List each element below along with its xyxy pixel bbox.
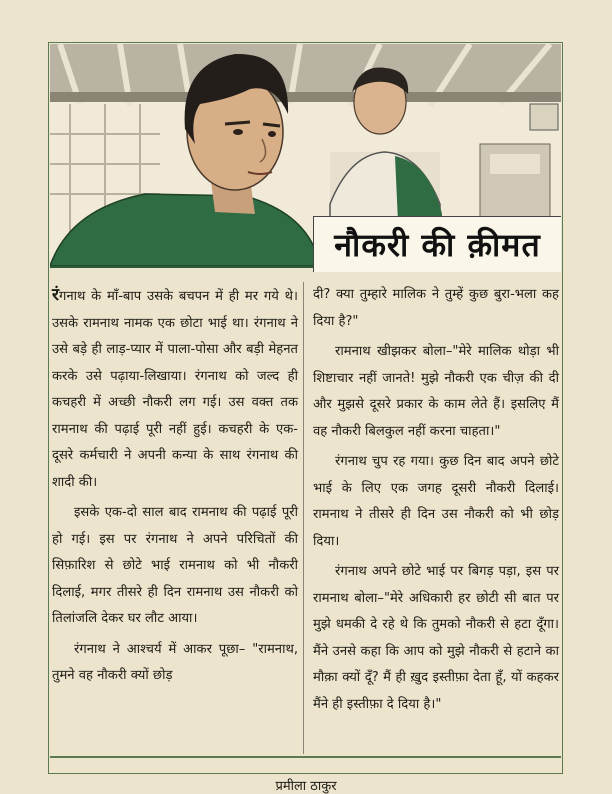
story-title-box — [313, 216, 561, 272]
paragraph: रामनाथ खीझकर बोला–"मेरे मालिक थोड़ा भी शिष्टाचार नहीं जानते! मुझे नौकरी एक चीज़ की दी और मुझसे दूसरे प्रकार के काम लेते हैं। इसलिए मैं वह नौकरी बिलकुल नहीं करना चाहता।" — [313, 344, 559, 439]
author-name: प्रमीला ठाकुर — [275, 779, 337, 794]
paragraph: रंगनाथ अपने छोटे भाई पर बिगड़ पड़ा, इस पर रामनाथ बोला–"मेरे अधिकारी हर छोटी सी बात पर मुझे धमकी दे रहे थे कि तुमको नौकरी से हटा दूँगा। मैंने उनसे कहा कि आप को मुझे नौकरी से हटाने का मौक़ा क्यों दूँ? मैं ही ख़ुद इस्तीफ़ा देता हूँ, यों कहकर मैंने ही इस्तीफ़ा दे दिया है।" — [313, 564, 559, 712]
paragraph: रंगनाथ चुप रह गया। कुछ दिन बाद अपने छोटे भाई के लिए एक जगह दूसरी नौकरी दिलाई। रामनाथ ने तीसरे ही दिन उस नौकरी को भी छोड़ दिया। — [313, 454, 559, 549]
text-column-left — [52, 282, 298, 694]
text-column-right — [313, 282, 559, 722]
paragraph: इसके एक-दो साल बाद रामनाथ की पढ़ाई पूरी हो गई। इस पर रंगनाथ ने अपने परिचितों की सिफ़ारिश से छोटे भाई रामनाथ को भी नौकरी दिलाई, मगर तीसरे ही दिन रामनाथ उस नौकरी को तिलांजलि देकर घर लौट आया। — [52, 505, 298, 626]
paragraph: दी? क्या तुम्हारे मालिक ने तुम्हें कुछ बुरा-भला कह दिया है?" — [313, 287, 559, 329]
story-title: नौकरी की क़ीमत — [334, 226, 541, 264]
paragraph-text: गनाथ के माँ-बाप उसके बचपन में ही मर गये थे। उसके रामनाथ नामक एक छोटा भाई था। रंगनाथ ने उसे बड़े ही लाड़-प्यार में पाला-पोसा और बड़ी मेहनत करके उसे पढ़ाया-लिखाया। रंगनाथ को जल्द ही कचहरी में अच्छी नौकरी लग गई। उस वक्त तक रामनाथ की पढ़ाई पूरी नहीं हुई। कचहरी के एक-दूसरे कर्मचारी ने अपनी कन्या के साथ रंगनाथ की शादी की। — [52, 289, 298, 490]
paragraph: रंगनाथ ने आश्चर्य में आकर पूछा– "रामनाथ, तुमने वह नौकरी क्यों छोड़ — [52, 641, 298, 683]
column-divider — [303, 282, 304, 754]
paragraph — [52, 282, 298, 496]
bottom-rule — [50, 756, 561, 758]
drop-cap: रं — [52, 285, 59, 305]
